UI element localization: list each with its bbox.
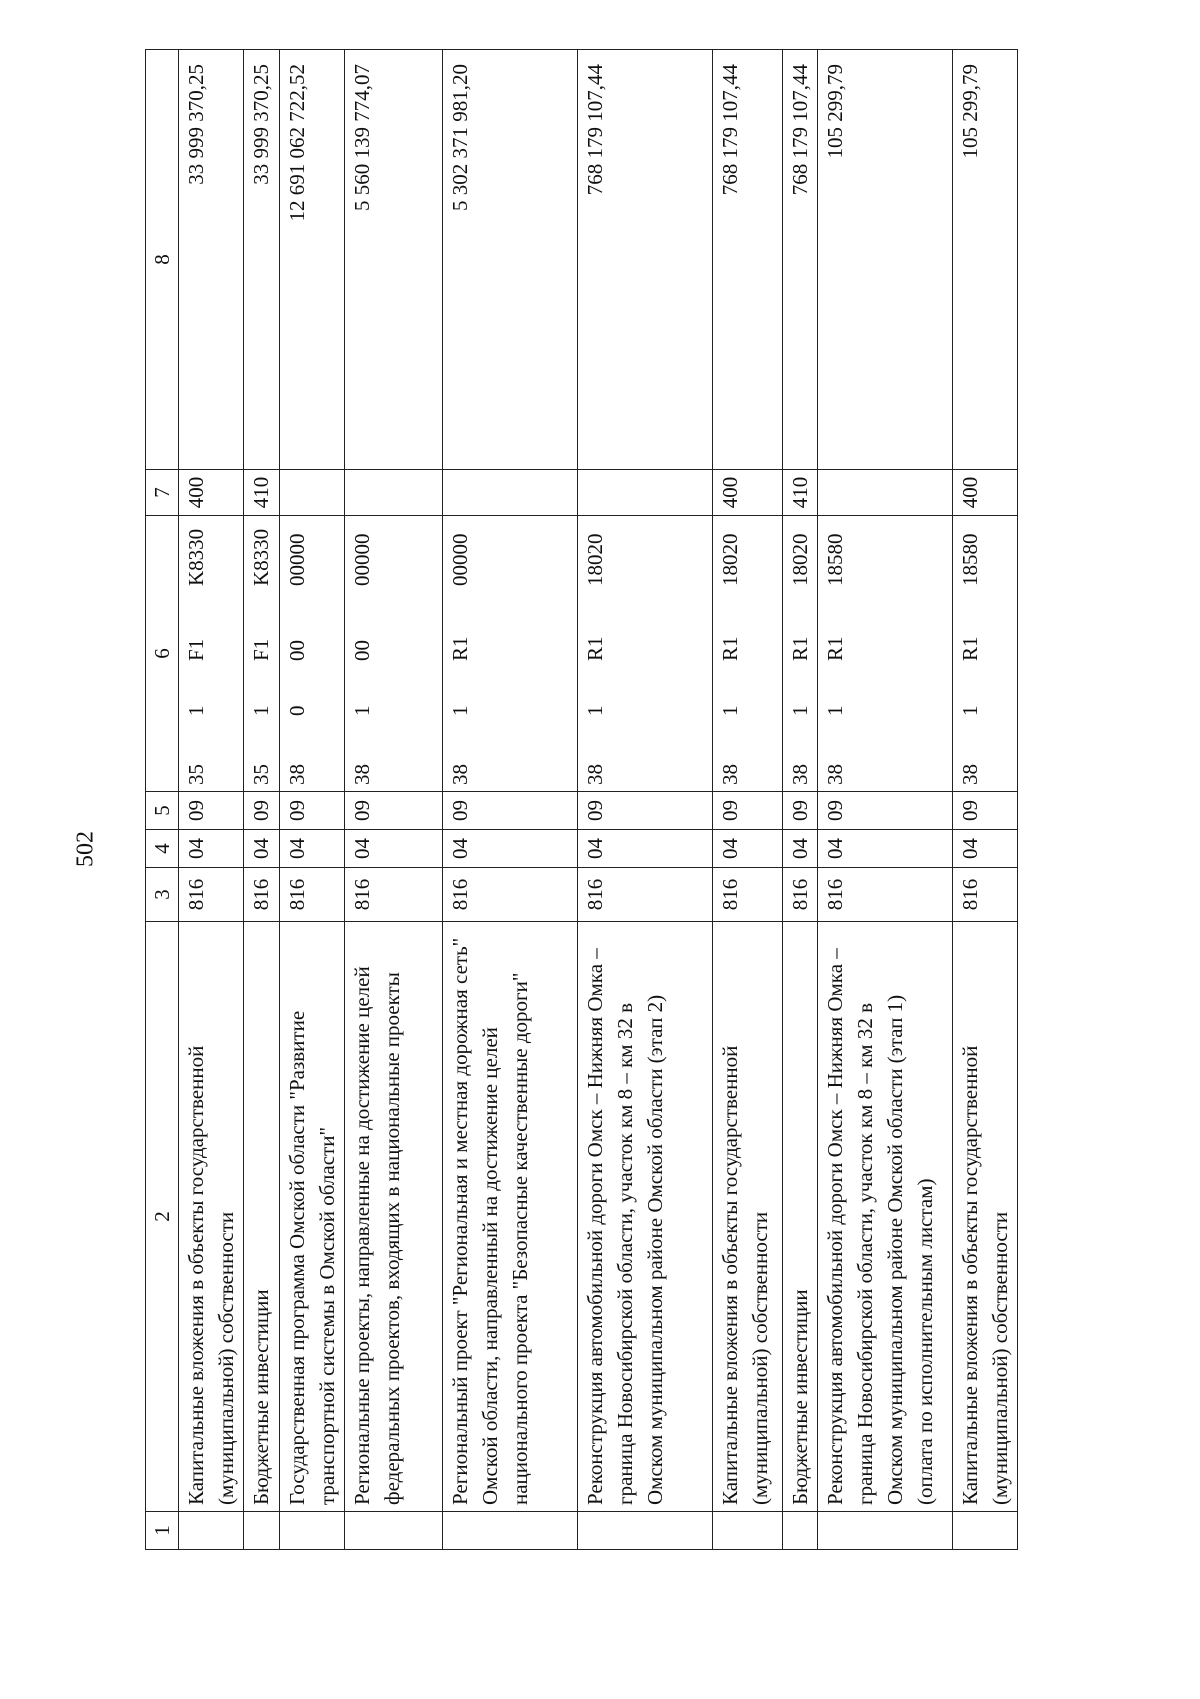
cell-col4: 04 [280,830,345,868]
cell-amount: 5 560 139 774,07 [345,50,443,470]
cell-amount: 12 691 062 722,52 [280,50,345,470]
row-description: Бюджетные инвестиции [244,922,280,1512]
cell-col3: 816 [280,868,345,922]
row-description: Капитальные вложения в объекты государственной (муниципальной) собственности [179,922,244,1512]
column-header: 6 [146,516,179,792]
row-description: Капитальные вложения в объекты государственной (муниципальной) собственности [953,922,1018,1512]
table-row [179,50,244,1550]
code-part: R1 [958,636,982,661]
table-row [578,50,713,1550]
cell-amount: 768 179 107,44 [713,50,783,470]
cell-amount: 105 299,79 [953,50,1018,470]
code-part: 00 [350,640,374,661]
cell-col6 [179,516,244,792]
code-part: 1 [583,705,607,716]
code-part: F1 [249,638,273,661]
cell-amount: 768 179 107,44 [578,50,713,470]
cell-col7: 400 [953,470,1018,516]
table-row [953,50,1018,1550]
code-part: 38 [718,764,742,785]
cell-col7 [345,470,443,516]
column-header: 4 [146,830,179,868]
cell-col3: 816 [783,868,818,922]
cell-col3: 816 [578,868,713,922]
code-part: 0 [285,705,309,716]
rotated-table-container [145,50,1135,1550]
cell-col4: 04 [713,830,783,868]
row-description: Бюджетные инвестиции [783,922,818,1512]
row-description: Реконструкция автомобильной дороги Омск – Нижняя Омка – граница Новосибирской области, участок км 8 – км 32 в Омском муниципальном районе Омской области (этап 2) [578,922,713,1512]
table-row [280,50,345,1550]
cell-col7 [443,470,578,516]
column-header: 5 [146,792,179,830]
header-row [146,50,179,1550]
cell-col6 [783,516,818,792]
code-part: 18020 [583,533,607,586]
cell-col5: 09 [179,792,244,830]
cell-col3: 816 [179,868,244,922]
code-part: 35 [249,764,273,785]
cell-col5: 09 [578,792,713,830]
code-part: 18020 [788,533,812,586]
page-number: 502 [72,831,99,867]
cell-col7: 400 [713,470,783,516]
code-part: 1 [249,705,273,716]
cell-col5: 09 [280,792,345,830]
table-row [713,50,783,1550]
code-part: R1 [583,636,607,661]
code-part: 00000 [350,533,374,586]
cell-col6 [345,516,443,792]
row-description: Реконструкция автомобильной дороги Омск – Нижняя Омка – граница Новосибирской области, участок км 8 – км 32 в Омском муниципальном районе Омской области (этап 1) (оплата по исполнительным листам) [818,922,953,1512]
cell-col5: 09 [244,792,280,830]
cell-col6 [244,516,280,792]
cell-col5: 09 [783,792,818,830]
code-part: 18580 [823,533,847,586]
row-description: Региональные проекты, направленные на достижение целей федеральных проектов, входящих в национальные проекты [345,922,443,1512]
code-part: R1 [448,636,472,661]
cell-col7: 410 [244,470,280,516]
cell-col4: 04 [244,830,280,868]
cell-col3: 816 [953,868,1018,922]
code-part: 18020 [718,533,742,586]
cell-col6 [818,516,953,792]
cell-amount: 5 302 371 981,20 [443,50,578,470]
code-part: 38 [958,764,982,785]
table-row [783,50,818,1550]
row-description: Региональный проект "Региональная и местная дорожная сеть" Омской области, направленный на достижение целей национального проекта "Безопасные качественные дороги" [443,922,578,1512]
code-part: 38 [788,764,812,785]
cell-col4: 04 [818,830,953,868]
cell-col7 [280,470,345,516]
cell-col4: 04 [953,830,1018,868]
code-part: 00000 [448,533,472,586]
cell-col6 [953,516,1018,792]
column-header: 3 [146,868,179,922]
cell-col7: 400 [179,470,244,516]
cell-col6 [443,516,578,792]
table-row [443,50,578,1550]
code-part: 35 [184,764,208,785]
cell-col5: 09 [818,792,953,830]
cell-col4: 04 [443,830,578,868]
code-part: 1 [448,705,472,716]
code-part: 38 [448,764,472,785]
code-part: 1 [788,705,812,716]
column-header: 7 [146,470,179,516]
cell-col6 [713,516,783,792]
code-part: F1 [184,638,208,661]
column-header: 2 [146,922,179,1512]
cell-amount: 105 299,79 [818,50,953,470]
code-part: 00 [285,640,309,661]
code-part: K8330 [184,528,208,586]
cell-col3: 816 [713,868,783,922]
cell-col7 [818,470,953,516]
code-part: 1 [184,705,208,716]
cell-col4: 04 [578,830,713,868]
cell-col3: 816 [244,868,280,922]
cell-col5: 09 [953,792,1018,830]
column-header: 1 [146,1512,179,1550]
cell-col5: 09 [443,792,578,830]
code-part: 1 [350,705,374,716]
cell-amount: 33 999 370,25 [179,50,244,470]
code-part: K8330 [249,528,273,586]
cell-col3: 816 [818,868,953,922]
code-part: 00000 [285,533,309,586]
cell-col6 [280,516,345,792]
table-row [345,50,443,1550]
code-part: 18580 [958,533,982,586]
cell-col4: 04 [783,830,818,868]
column-header: 8 [146,50,179,470]
code-part: 38 [583,764,607,785]
cell-col7: 410 [783,470,818,516]
code-part: R1 [823,636,847,661]
cell-col5: 09 [345,792,443,830]
cell-col7 [578,470,713,516]
cell-col3: 816 [345,868,443,922]
code-part: 1 [718,705,742,716]
row-description: Капитальные вложения в объекты государственной (муниципальной) собственности [713,922,783,1512]
budget-table [145,49,1018,1550]
cell-col6 [578,516,713,792]
row-description: Государственная программа Омской области "Развитие транспортной системы в Омской области" [280,922,345,1512]
code-part: 38 [285,764,309,785]
code-part: 38 [350,764,374,785]
cell-col5: 09 [713,792,783,830]
table-row [244,50,280,1550]
code-part: R1 [718,636,742,661]
cell-col4: 04 [179,830,244,868]
cell-col3: 816 [443,868,578,922]
table-row [818,50,953,1550]
code-part: R1 [788,636,812,661]
code-part: 38 [823,764,847,785]
cell-amount: 33 999 370,25 [244,50,280,470]
cell-amount: 768 179 107,44 [783,50,818,470]
code-part: 1 [823,705,847,716]
cell-col4: 04 [345,830,443,868]
code-part: 1 [958,705,982,716]
